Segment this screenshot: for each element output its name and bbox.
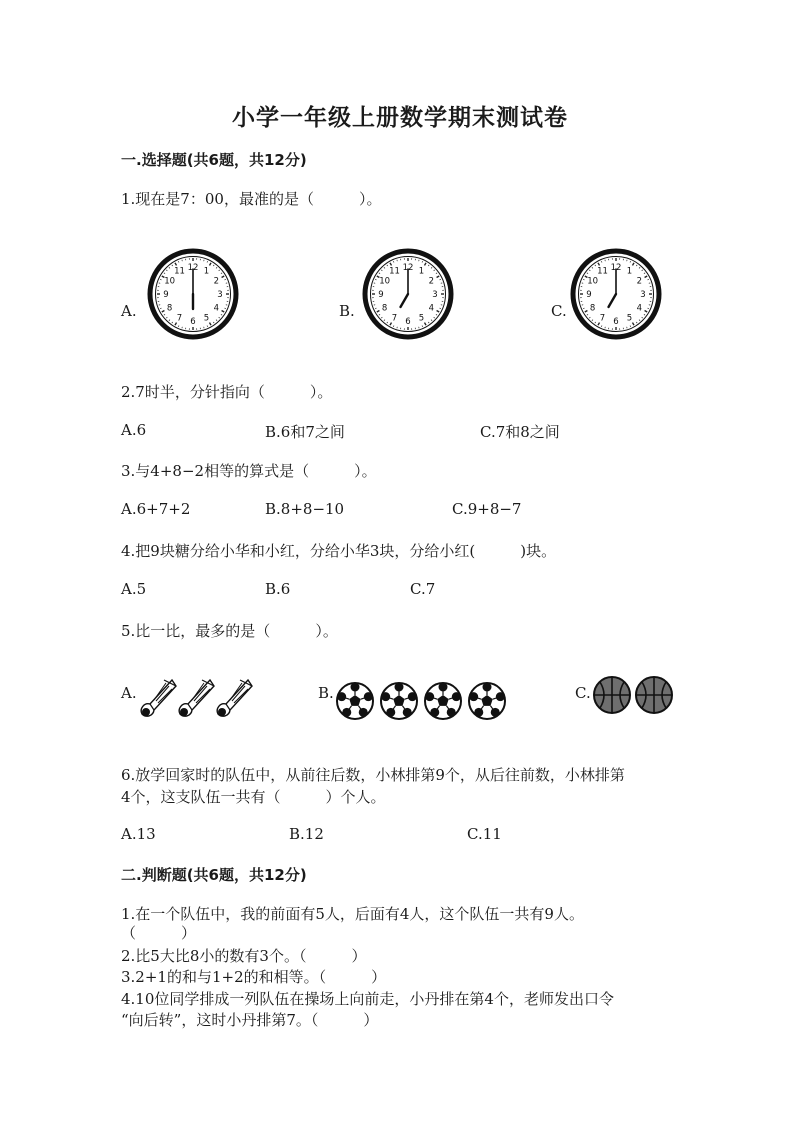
question-2-option-b: B.6和7之间 <box>265 423 345 441</box>
soccer-ball-icon <box>381 683 417 720</box>
judgement-1-line-1: 1.在一个队伍中，我的前面有5人，后面有4人，这个队伍一共有9人。 <box>121 905 584 923</box>
question-2-stem: 2.7时半，分针指向（ ）。 <box>121 383 333 401</box>
basketball-group <box>592 674 676 716</box>
question-2-option-c: C.7和8之间 <box>480 423 560 441</box>
clock-b-numeral: 12 <box>402 263 414 273</box>
question-5-option-c: C. <box>575 684 591 702</box>
clock-b-numeral: 11 <box>389 266 400 277</box>
question-4-stem: 4.把9块糖分给小华和小红，分给小华3块，分给小红( )块。 <box>121 542 557 560</box>
clock-c-numeral: 7 <box>599 313 606 324</box>
question-3-option-b: B.8+8−10 <box>265 500 345 518</box>
shuttlecock-icon <box>141 680 176 716</box>
question-1-option-b: B. <box>339 302 355 320</box>
clock-a-numeral: 6 <box>190 317 196 327</box>
basketball-icon <box>636 677 672 713</box>
clock-a-face <box>147 248 239 340</box>
clock-a <box>147 248 239 340</box>
shuttlecock-group <box>138 674 256 720</box>
clock-b-numeral: 1 <box>418 266 425 277</box>
judgement-4-line-2: “向后转”，这时小丹排第7。（ ） <box>121 1011 379 1029</box>
soccer-ball-group <box>336 680 512 722</box>
clock-a-numeral: 1 <box>203 266 210 277</box>
judgement-3: 3.2+1的和与1+2的和相等。（ ） <box>121 968 387 986</box>
question-6-option-a: A.13 <box>121 825 156 843</box>
basketball-icon <box>594 677 630 713</box>
section-header-judgement: 二.判断题(共6题，共12分) <box>121 866 307 884</box>
question-3-option-c: C.9+8−7 <box>452 500 522 518</box>
question-6-option-c: C.11 <box>467 825 502 843</box>
clock-c-numeral: 1 <box>626 266 633 277</box>
clock-a-numeral: 9 <box>163 290 169 300</box>
soccer-ball-icon <box>469 683 505 720</box>
clock-a-numeral: 4 <box>213 303 220 314</box>
question-2-option-a: A.6 <box>121 421 147 439</box>
clock-c-numeral: 4 <box>636 303 643 314</box>
question-6-option-b: B.12 <box>289 825 324 843</box>
clock-c-numeral: 5 <box>626 313 633 324</box>
question-5-option-a: A. <box>121 684 137 702</box>
question-1-option-c: C. <box>551 302 567 320</box>
clock-b-numeral: 7 <box>391 313 398 324</box>
clock-b-numeral: 6 <box>405 317 411 327</box>
clock-c-face <box>570 248 662 340</box>
clock-a-numeral: 11 <box>174 266 185 277</box>
question-6-stem-line-1: 6.放学回家时的队伍中，从前往后数，小林排第9个，从后往前数，小林排第 <box>121 766 625 784</box>
clock-c-numeral: 8 <box>589 303 596 314</box>
question-6-stem-line-2: 4个，这支队伍一共有（ ）个人。 <box>121 788 386 806</box>
judgement-2: 2.比5大比8小的数有3个。（ ） <box>121 947 367 965</box>
soccer-ball-icon <box>425 683 461 720</box>
clock-b-numeral: 5 <box>418 313 425 324</box>
clock-c-numeral: 9 <box>586 290 592 300</box>
question-5-stem: 5.比一比，最多的是（ ）。 <box>121 622 338 640</box>
section-header-choice: 一.选择题(共6题，共12分) <box>121 151 307 169</box>
clock-c-numeral: 11 <box>597 266 608 277</box>
shuttlecock-icon <box>217 680 252 716</box>
clock-b-numeral: 2 <box>428 276 435 287</box>
question-3-option-a: A.6+7+2 <box>121 500 191 518</box>
clock-c-numeral: 2 <box>636 276 643 287</box>
shuttlecock-icon <box>179 680 214 716</box>
clock-c <box>570 248 662 340</box>
clock-c-numeral: 3 <box>640 290 646 300</box>
clock-a-numeral: 3 <box>217 290 223 300</box>
clock-b-face <box>362 248 454 340</box>
clock-c-numeral: 6 <box>613 317 619 327</box>
clock-a-numeral: 2 <box>213 276 220 287</box>
clock-b-numeral: 4 <box>428 303 435 314</box>
clock-b-numeral: 9 <box>378 290 384 300</box>
question-4-option-c: C.7 <box>410 580 436 598</box>
clock-a-numeral: 10 <box>164 276 176 287</box>
clock-b-numeral: 3 <box>432 290 438 300</box>
clock-a-numeral: 12 <box>187 263 199 273</box>
clock-a-numeral: 7 <box>176 313 183 324</box>
clock-c-numeral: 12 <box>610 263 622 273</box>
judgement-1-line-2: （ ） <box>121 924 197 942</box>
clock-b-numeral: 8 <box>381 303 388 314</box>
question-4-option-a: A.5 <box>121 580 147 598</box>
question-3-stem: 3.与4+8−2相等的算式是（ ）。 <box>121 462 377 480</box>
clock-c-numeral: 10 <box>587 276 599 287</box>
question-1-option-a: A. <box>121 302 137 320</box>
clock-b <box>362 248 454 340</box>
clock-b-numeral: 10 <box>379 276 391 287</box>
judgement-4-line-1: 4.10位同学排成一列队伍在操场上向前走，小丹排在第4个，老师发出口令 <box>121 990 614 1008</box>
soccer-ball-icon <box>337 683 373 720</box>
page-title: 小学一年级上册数学期末测试卷 <box>232 104 568 131</box>
question-1-stem: 1.现在是7：00，最准的是（ ）。 <box>121 190 382 208</box>
question-4-option-b: B.6 <box>265 580 291 598</box>
question-5-option-b: B. <box>318 684 334 702</box>
clock-a-numeral: 5 <box>203 313 210 324</box>
clock-a-numeral: 8 <box>166 303 173 314</box>
